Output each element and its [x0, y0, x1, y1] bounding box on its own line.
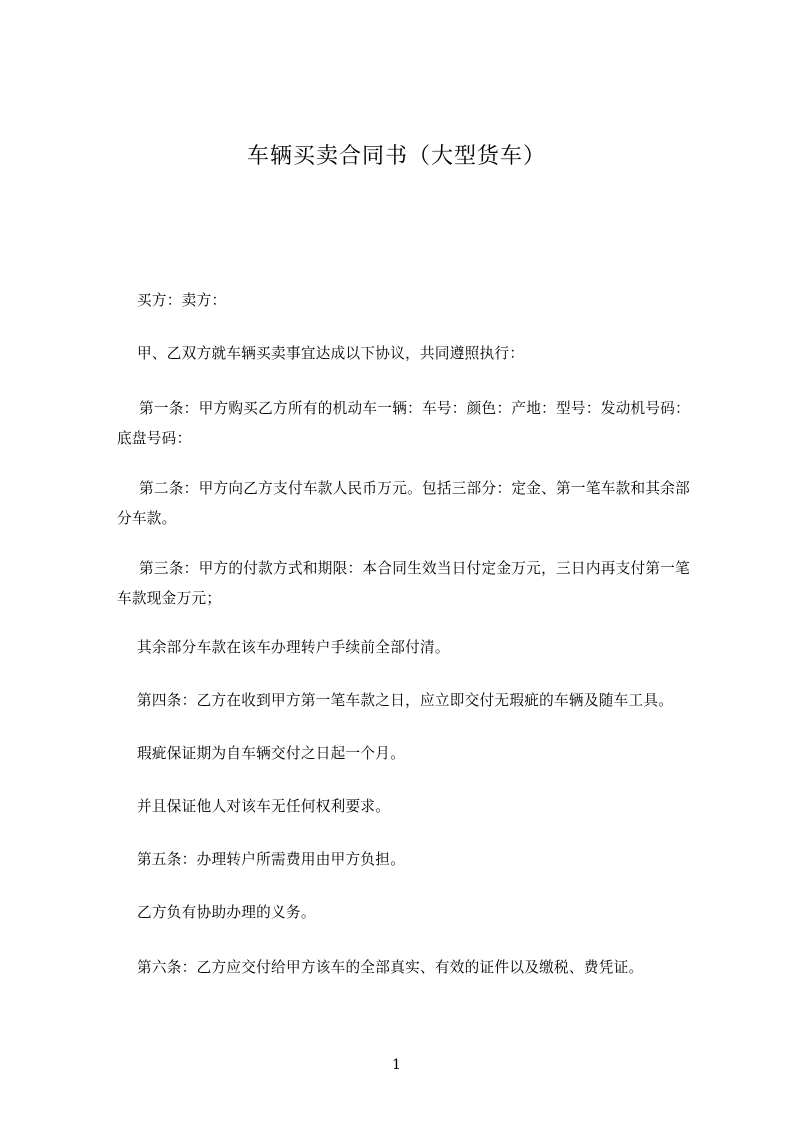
article-3: 第三条：甲方的付款方式和期限：本合同生效当日付定金万元，三日内再支付第一笔车款现金万元； [117, 560, 691, 607]
parties-line: 买方：卖方： [137, 292, 227, 309]
article-2: 第二条：甲方向乙方支付车款人民币万元。包括三部分：定金、第一笔车款和其余部分车款。 [117, 480, 691, 527]
article-3-continued: 其余部分车款在该车办理转户手续前全部付清。 [137, 639, 450, 656]
page-number: 1 [392, 1057, 401, 1073]
article-4-guarantee: 并且保证他人对该车无任何权利要求。 [137, 798, 391, 815]
article-4-warranty: 瑕疵保证期为自车辆交付之日起一个月。 [137, 745, 406, 762]
article-5: 第五条：办理转户所需费用由甲方负担。 [137, 851, 406, 868]
article-5-duty: 乙方负有协助办理的义务。 [137, 904, 316, 921]
document-title: 车辆买卖合同书（大型货车） [246, 144, 546, 169]
agreement-intro: 甲、乙双方就车辆买卖事宜达成以下协议，共同遵照执行： [137, 345, 525, 362]
article-4: 第四条：乙方在收到甲方第一笔车款之日，应立即交付无瑕疵的车辆及随车工具。 [137, 692, 674, 709]
article-1: 第一条：甲方购买乙方所有的机动车一辆：车号：颜色：产地：型号：发动机号码：底盘号码： [117, 400, 691, 447]
article-6: 第六条：乙方应交付给甲方该车的全部真实、有效的证件以及缴税、费凭证。 [137, 959, 644, 976]
